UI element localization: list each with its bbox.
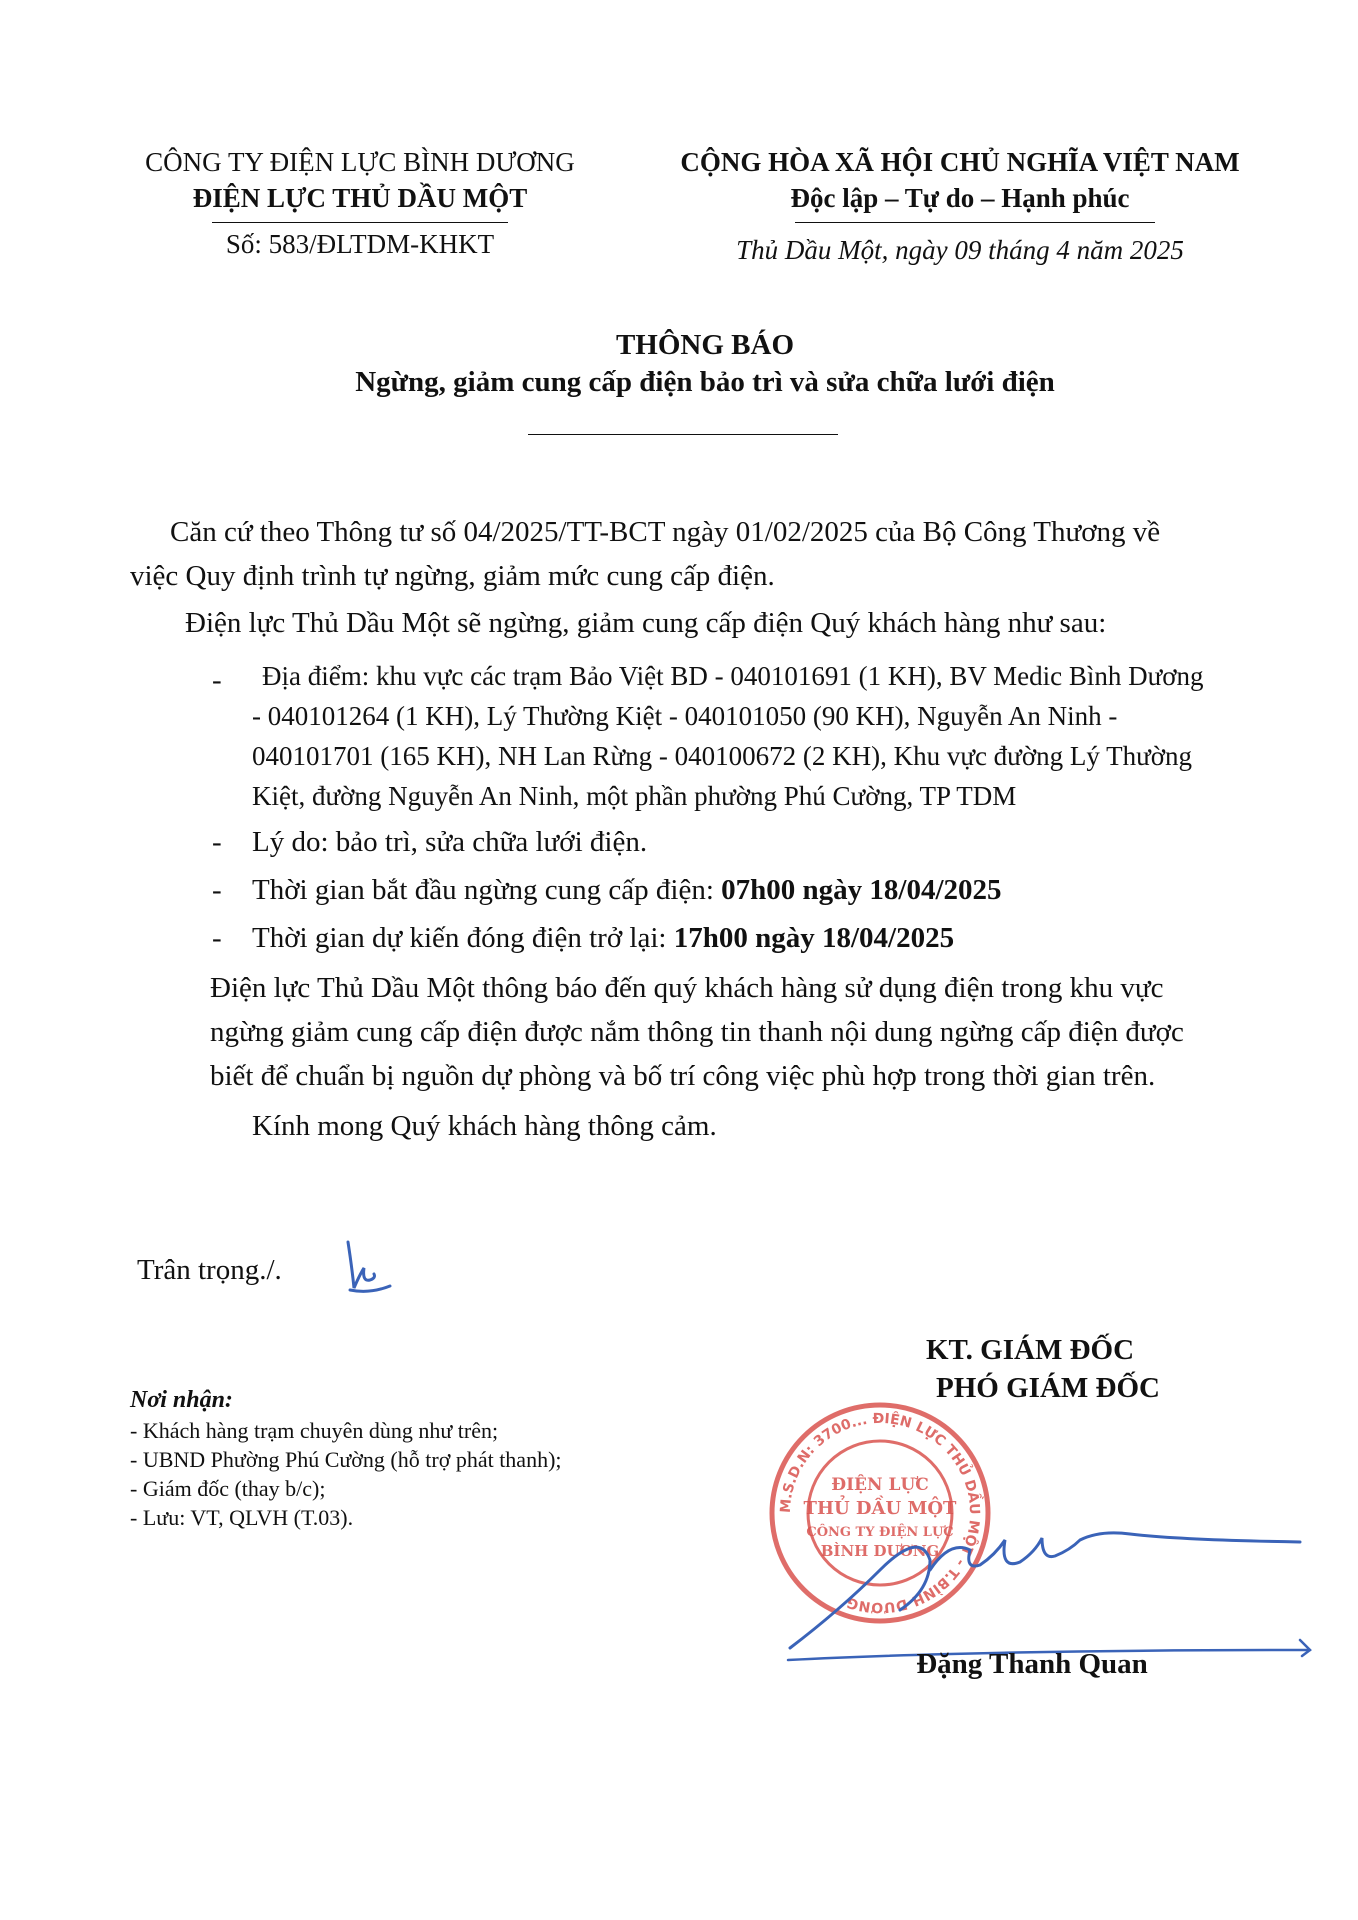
stamp-ring-text: M.S.D.N: 3700... ĐIỆN LỰC THỦ DẦU MỘT - T.BÌNH DƯƠNG [777,1410,983,1616]
reason-line: Lý do: bảo trì, sửa chữa lưới điện. [252,826,648,858]
bullet-mark: - [212,664,222,696]
recipient-item: - Lưu: VT, QLVH (T.03). [130,1505,354,1530]
start-time-line [252,868,1282,912]
stamp-line-3: CÔNG TY ĐIỆN LỰC [806,1525,954,1540]
signer-title-1: KT. GIÁM ĐỐC [925,1334,1135,1366]
stamp-line-2: THỦ DẦU MỘT [803,1498,957,1519]
stamp-line-1: ĐIỆN LỰC [831,1475,929,1495]
recipient-item: - Khách hàng trạm chuyên dùng như trên; [130,1418,499,1443]
header-right [640,144,1280,216]
start-time-label: Thời gian bắt đầu ngừng cung cấp điện: [252,874,722,906]
end-time-line [252,916,1282,960]
basis-line-2: việc Quy định trình tự ngừng, giảm mức cung cấp điện. [130,560,775,592]
location-line-1 [262,656,1282,696]
location-line-3: 040101701 (165 KH), NH Lan Rừng - 040100672 (2 KH), Khu vực đường Lý Thường [252,741,1193,771]
basis-line-1: Căn cứ theo Thông tư số 04/2025/TT-BCT ngày 01/02/2025 của Bộ Công Thương về [170,516,1161,548]
notice-title: THÔNG BÁO [615,329,795,361]
doc-number: Số: 583/ĐLTDM-KHKT [225,229,495,259]
start-time-value: 07h00 ngày 18/04/2025 [721,874,1002,906]
end-time-value: 17h00 ngày 18/04/2025 [673,922,955,954]
signer-name: Đặng Thanh Quan [916,1648,1148,1680]
location-label: Địa điểm: [262,661,370,691]
recipient-item: - UBND Phường Phú Cường (hỗ trợ phát thanh); [130,1447,562,1472]
recipients-block [130,1384,730,1532]
org-parent: CÔNG TY ĐIỆN LỰC BÌNH DƯƠNG [145,147,575,177]
bullet-mark: - [212,922,222,954]
org-name: ĐIỆN LỰC THỦ DẦU MỘT [192,183,528,213]
recipient-item: - Giám đốc (thay b/c); [130,1476,326,1501]
header-right-rule [795,222,1155,223]
place-date: Thủ Dầu Một, ngày 09 tháng 4 năm 2025 [736,235,1184,265]
motto: Độc lập – Tự do – Hạnh phúc [790,183,1130,213]
recipients-heading: Nơi nhận: [130,1387,233,1413]
notice-subtitle: Ngừng, giảm cung cấp điện bảo trì và sửa chữa lưới điện [355,366,1055,398]
bullet-mark: - [212,874,222,906]
apology-line: Kính mong Quý khách hàng thông cảm. [252,1110,717,1142]
location-line-2: - 040101264 (1 KH), Lý Thường Kiệt - 040101050 (90 KH), Nguyễn An Ninh - [252,701,1118,731]
notice-line-3: biết để chuẩn bị nguồn dự phòng và bố trí công việc phù hợp trong thời gian trên. [210,1060,1156,1092]
header-left [110,144,610,216]
initial-signature [340,1238,400,1298]
location-line-4: Kiệt, đường Nguyễn An Ninh, một phần phường Phú Cường, TP TDM [252,781,1017,811]
notice-line-2: ngừng giảm cung cấp điện được nắm thông tin thanh nội dung ngừng cấp điện được [210,1016,1184,1048]
end-time-label: Thời gian dự kiến đóng điện trở lại: [252,922,674,954]
title-rule [528,434,838,435]
closing-line: Trân trọng./. [137,1254,282,1286]
handwritten-signature [780,1500,1320,1670]
location-text-1: khu vực các trạm Bảo Việt BD - 040101691 (1 KH), BV Medic Bình Dương [375,661,1204,691]
header-left-rule [212,222,508,223]
signer-title-2: PHÓ GIÁM ĐỐC [936,1372,1160,1404]
nation-title: CỘNG HÒA XÃ HỘI CHỦ NGHĨA VIỆT NAM [680,147,1240,177]
stamp-line-4: BÌNH DƯƠNG [820,1542,940,1560]
bullet-mark: - [212,826,222,858]
intro-line: Điện lực Thủ Dầu Một sẽ ngừng, giảm cung cấp điện Quý khách hàng như sau: [185,607,1107,639]
notice-line-1: Điện lực Thủ Dầu Một thông báo đến quý khách hàng sử dụng điện trong khu vực [210,972,1164,1004]
